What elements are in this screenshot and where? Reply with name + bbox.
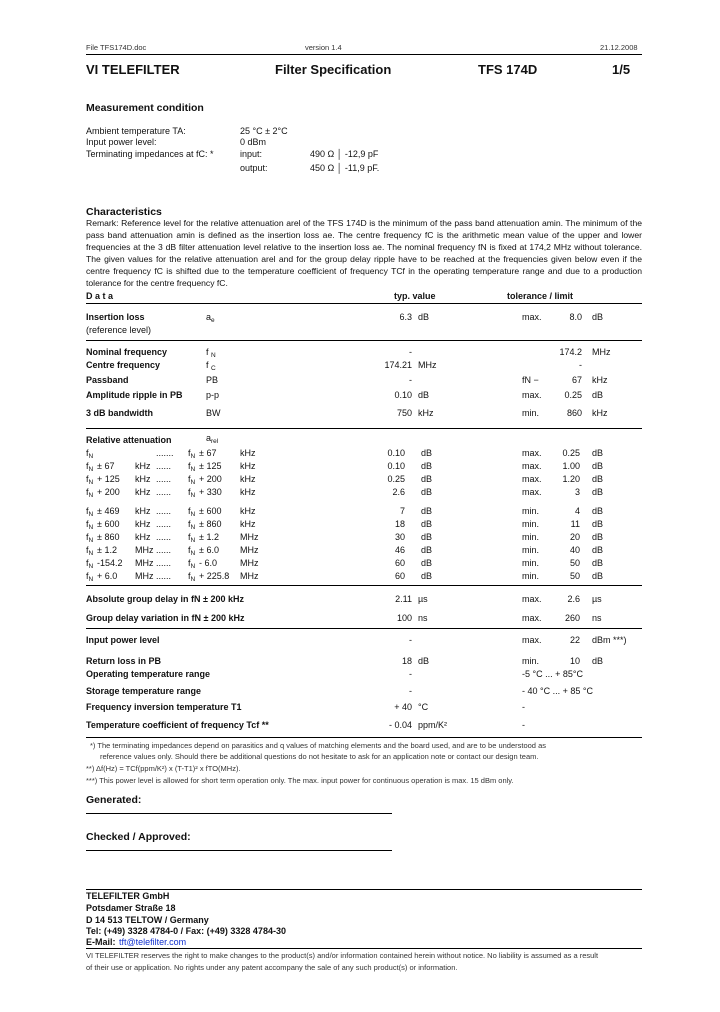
typ-unit: dB: [421, 461, 433, 471]
limit-unit: dB: [592, 558, 604, 568]
fn-subscript: N: [190, 576, 196, 583]
version: version 1.4: [305, 43, 342, 52]
company-street: Potsdamer Straße 18: [86, 903, 176, 913]
limit-value: 8.0: [569, 312, 582, 322]
row-label: 3 dB bandwidth: [86, 408, 153, 418]
limit-unit: dB: [592, 532, 604, 542]
fn-subscript: N: [88, 576, 94, 583]
typ-value: 60: [394, 558, 405, 568]
limit-value: 3: [574, 487, 580, 497]
typ-unit: ppm/K²: [418, 720, 448, 730]
range-to-unit: kHz: [240, 474, 256, 484]
typ-unit: dB: [421, 532, 433, 542]
limit-unit: ns: [592, 613, 602, 623]
typ-value: 18: [401, 656, 412, 666]
range-dots: ......: [156, 571, 172, 581]
range-to-unit: MHz: [240, 545, 259, 555]
limit-range: -5 °C ... + 85°C: [522, 669, 583, 679]
range-from: ± 600: [97, 519, 120, 529]
limit-value: 4: [574, 506, 580, 516]
typ-unit: dB: [418, 656, 430, 666]
range-dots: ......: [156, 545, 172, 555]
symbol-subscript: [211, 360, 216, 374]
company-phone: Tel: (+49) 3328 4784-0 / Fax: (+49) 3328 4784-30: [86, 926, 286, 936]
range-to: ± 125: [199, 461, 222, 471]
limit-value: 22: [569, 635, 580, 645]
footnote: *) The terminating impedances depend on parasitics and q values of matching elements and the board used, and are to be understood as: [90, 741, 546, 750]
condition-value: 25 °C ± 2°C: [240, 126, 288, 136]
page-number: 1/5: [612, 62, 631, 77]
limit-unit: dB: [592, 506, 604, 516]
range-dots: ......: [156, 532, 172, 542]
range-to-unit: kHz: [240, 506, 256, 516]
limit-unit: kHz: [592, 375, 608, 385]
limit-unit: µs: [592, 594, 602, 604]
limit-range: - 40 °C ... + 85 °C: [522, 686, 593, 696]
limit-kind: max.: [522, 312, 542, 322]
symbol-subscript: [211, 312, 215, 326]
limit-kind: max.: [522, 613, 542, 623]
fn-symbol: $f_N$: [188, 448, 196, 460]
symbol-subscript: [211, 347, 216, 361]
condition-extra: 490 Ω │ -12,9 pF: [310, 149, 379, 159]
signature-line: [86, 850, 392, 851]
fn-symbol: $f_N$: [86, 545, 94, 557]
row-label: Return loss in PB: [86, 656, 162, 666]
divider: [86, 948, 642, 949]
typ-value: 18: [394, 519, 405, 529]
fn-symbol: $f_N$: [188, 506, 196, 518]
limit-kind: max.: [522, 390, 542, 400]
fn-subscript: N: [88, 479, 94, 486]
fn-subscript: N: [190, 479, 196, 486]
row-label: Nominal frequency: [86, 347, 168, 357]
typ-unit: dB: [421, 474, 433, 484]
typ-unit: dB: [421, 545, 433, 555]
range-from-unit: kHz: [135, 519, 151, 529]
fn-subscript: N: [190, 550, 196, 557]
company-logo: VI TELEFILTER: [86, 62, 180, 77]
symbol-sub: e: [211, 317, 215, 324]
typ-unit: dB: [421, 558, 433, 568]
range-to-unit: MHz: [240, 571, 259, 581]
row-label: Insertion loss: [86, 312, 145, 322]
fn-subscript: N: [190, 537, 196, 544]
typ-unit: dB: [421, 506, 433, 516]
range-from-unit: MHz: [135, 545, 154, 555]
limit-value: 50: [569, 558, 580, 568]
divider: [86, 889, 642, 890]
limit-kind: min.: [522, 558, 540, 568]
typ-unit: kHz: [418, 408, 434, 418]
limit-kind: min.: [522, 656, 540, 666]
condition-label: Ambient temperature TA:: [86, 126, 186, 136]
limit-kind: max.: [522, 635, 542, 645]
range-dots: ......: [156, 461, 172, 471]
limit-unit: dB: [592, 461, 604, 471]
range-to: ± 6.0: [199, 545, 219, 555]
range-to: ± 600: [199, 506, 222, 516]
fn-subscript: N: [88, 537, 94, 544]
limit-kind: min.: [522, 545, 540, 555]
rel-heading: Relative attenuation: [86, 435, 172, 445]
limit-value: 67: [571, 375, 582, 385]
condition-label: Input power level:: [86, 137, 157, 147]
row-label: Centre frequency: [86, 360, 161, 370]
limit-kind: max.: [522, 474, 542, 484]
range-from-unit: kHz: [135, 487, 151, 497]
limit-value: 20: [569, 532, 580, 542]
row-label: Operating temperature range: [86, 669, 211, 679]
range-to: + 225.8: [199, 571, 230, 581]
range-to: + 200: [199, 474, 222, 484]
fn-subscript: N: [190, 511, 196, 518]
typ-value: -: [409, 347, 412, 357]
typ-value: 750: [396, 408, 412, 418]
fn-symbol: $f_N$: [86, 532, 94, 544]
range-to-unit: MHz: [240, 558, 259, 568]
limit-value: 10: [569, 656, 580, 666]
limit-kind: max.: [522, 448, 542, 458]
fn-symbol: $f_N$: [86, 506, 94, 518]
limit-kind: fN −: [522, 375, 539, 385]
limit-value: 2.6: [567, 594, 580, 604]
typ-value: 174.21: [384, 360, 412, 370]
range-from-unit: kHz: [135, 461, 151, 471]
row-symbol: p-p: [206, 390, 220, 400]
characteristics-heading: Characteristics: [86, 206, 162, 218]
limit-kind: max.: [522, 594, 542, 604]
limit-unit: dB: [592, 487, 604, 497]
limit-unit: dB: [592, 390, 604, 400]
range-to-unit: kHz: [240, 487, 256, 497]
typ-value: 100: [396, 613, 412, 623]
typ-unit: dB: [418, 390, 430, 400]
limit-value: 0.25: [562, 448, 580, 458]
range-to-unit: kHz: [240, 448, 256, 458]
divider: [86, 585, 642, 586]
limit-unit: dB: [592, 448, 604, 458]
range-from: ± 469: [97, 506, 120, 516]
row-symbol: BW: [206, 408, 221, 418]
fn-symbol: $f_N$: [86, 474, 94, 486]
typ-unit: MHz: [418, 360, 437, 370]
measurement-heading: Measurement condition: [86, 102, 204, 114]
row-label: Input power level: [86, 635, 160, 645]
range-dots: ......: [156, 506, 172, 516]
range-from-unit: kHz: [135, 532, 151, 542]
fn-subscript: N: [88, 524, 94, 531]
divider: [86, 737, 642, 738]
limit-unit: dBm ***): [592, 635, 627, 645]
condition-extra: 450 Ω │ -11,9 pF.: [310, 163, 380, 173]
condition-value: input:: [240, 149, 263, 159]
footnote: ***) This power level is allowed for short term operation only. The max. input power for continuous operation is max. 15 dBm only.: [86, 776, 514, 785]
fn-subscript: N: [88, 453, 94, 460]
fn-symbol: $f_N$: [188, 487, 196, 499]
typ-value: -: [409, 375, 412, 385]
limit-value: 1.00: [562, 461, 580, 471]
range-from: ± 1.2: [97, 545, 117, 555]
fn-subscript: N: [190, 524, 196, 531]
range-dots: ......: [156, 519, 172, 529]
condition-label: Terminating impedances at fC: *: [86, 149, 214, 159]
col-data: D a t a: [86, 291, 114, 301]
range-to: ± 1.2: [199, 532, 219, 542]
range-from: -154.2: [97, 558, 123, 568]
fn-symbol: $f_N$: [86, 558, 94, 570]
doc-title: Filter Specification: [275, 62, 392, 77]
range-to: ± 67: [199, 448, 217, 458]
fn-subscript: N: [190, 453, 196, 460]
limit-value: 0.25: [564, 390, 582, 400]
row-label: Passband: [86, 375, 129, 385]
fn-subscript: N: [88, 563, 94, 570]
limit-unit: dB: [592, 312, 604, 322]
limit-value: 40: [569, 545, 580, 555]
range-dots: ......: [156, 474, 172, 484]
typ-unit: ns: [418, 613, 428, 623]
email-link[interactable]: tft@telefilter.com: [119, 937, 187, 947]
fn-symbol: $f_N$: [86, 461, 94, 473]
fn-subscript: N: [88, 492, 94, 499]
typ-unit: dB: [421, 571, 433, 581]
limit-kind: min.: [522, 408, 540, 418]
fn-subscript: N: [190, 492, 196, 499]
fn-symbol: $f_N$: [188, 545, 196, 557]
limit-value: 1.20: [562, 474, 580, 484]
typ-value: 6.3: [399, 312, 412, 322]
typ-value: -: [409, 669, 412, 679]
row-label: Amplitude ripple in PB: [86, 390, 183, 400]
limit-unit: dB: [592, 656, 604, 666]
row-label: Temperature coefficient of frequency Tcf **: [86, 720, 269, 730]
fn-symbol: $f_N$: [86, 487, 94, 499]
part-number: TFS 174D: [478, 62, 538, 77]
fn-symbol: $f_N$: [188, 532, 196, 544]
row-label: Group delay variation in fN ± 200 kHz: [86, 613, 245, 623]
typ-unit: dB: [418, 312, 430, 322]
limit-kind: max.: [522, 487, 542, 497]
email-label: E-Mail:: [86, 937, 116, 947]
fn-symbol: $f_N$: [86, 448, 94, 460]
limit-kind: min.: [522, 519, 540, 529]
limit-value: 260: [564, 613, 580, 623]
typ-unit: dB: [421, 448, 433, 458]
fn-symbol: $f_N$: [86, 571, 94, 583]
divider: [86, 340, 642, 341]
footnote: reference values only. Should there be additional questions do not hesitate to ask for an application note or contact our design team.: [100, 752, 539, 761]
limit-unit: dB: [592, 545, 604, 555]
limit-unit: kHz: [592, 408, 608, 418]
fn-symbol: $f_N$: [188, 571, 196, 583]
typ-value: 7: [399, 506, 405, 516]
limit-kind: min.: [522, 532, 540, 542]
range-from-unit: kHz: [135, 474, 151, 484]
condition-value: output:: [240, 163, 268, 173]
divider: [86, 428, 642, 429]
typ-value: 0.10: [387, 448, 405, 458]
limit-range: -: [522, 720, 525, 730]
fn-symbol: $f_N$: [86, 519, 94, 531]
typ-value: 0.10: [387, 461, 405, 471]
range-dots: .......: [156, 448, 174, 458]
company-name: TELEFILTER GmbH: [86, 891, 170, 901]
range-to-unit: kHz: [240, 461, 256, 471]
col-typ: typ. value: [394, 291, 436, 301]
typ-unit: dB: [421, 487, 433, 497]
limit-unit: dB: [592, 474, 604, 484]
limit-value: 174.2: [559, 347, 582, 357]
row-label: Storage temperature range: [86, 686, 202, 696]
range-from-unit: MHz: [135, 571, 154, 581]
range-to: + 330: [199, 487, 222, 497]
divider: [86, 628, 642, 629]
row-symbol: a: [206, 312, 212, 322]
typ-value: 2.6: [392, 487, 405, 497]
fn-symbol: $f_N$: [188, 519, 196, 531]
range-from: + 125: [97, 474, 120, 484]
fn-symbol: $f_N$: [188, 474, 196, 486]
disclaimer-line: VI TELEFILTER reserves the right to make changes to the product(s) and/or information contained herein without notice. No liability is assumed as a result: [86, 951, 599, 960]
condition-value: 0 dBm: [240, 137, 267, 147]
typ-value: - 0.04: [388, 720, 412, 730]
typ-value: 2.11: [395, 594, 412, 604]
row-symbol: f: [206, 360, 209, 370]
range-to: - 6.0: [199, 558, 218, 568]
typ-unit: µs: [418, 594, 428, 604]
fn-subscript: N: [190, 563, 196, 570]
typ-value: 46: [394, 545, 405, 555]
symbol-sub: N: [211, 352, 216, 359]
fn-subscript: N: [190, 466, 196, 473]
disclaimer-line: of their use or application. No rights under any patent accompany the sale of any such product(s) or information.: [86, 963, 458, 972]
col-tolerance: tolerance / limit: [507, 291, 574, 301]
rel-sub: rel: [211, 438, 219, 445]
limit-value: 860: [566, 408, 582, 418]
range-from: + 6.0: [97, 571, 118, 581]
checked-label: Checked / Approved:: [86, 831, 191, 843]
limit-unit: dB: [592, 519, 604, 529]
range-dots: ......: [156, 487, 172, 497]
range-from: ± 860: [97, 532, 120, 542]
divider: [86, 303, 642, 304]
date: 21.12.2008: [600, 43, 638, 52]
footnote: **) Δf(Hz) = TCf(ppm/K²) x (T-T1)² x fTO(MHz).: [86, 764, 241, 773]
typ-value: 30: [394, 532, 405, 542]
limit-value: 50: [569, 571, 580, 581]
range-to-unit: kHz: [240, 519, 256, 529]
limit-unit: MHz: [592, 347, 611, 357]
typ-unit: dB: [421, 519, 433, 529]
limit-value: 11: [570, 519, 580, 529]
range-to: ± 860: [199, 519, 222, 529]
typ-value: -: [409, 686, 412, 696]
symbol-sub: C: [211, 365, 216, 372]
range-from: + 200: [97, 487, 120, 497]
rel-subscript: [211, 433, 218, 447]
range-from-unit: kHz: [135, 506, 151, 516]
row-symbol: f: [206, 347, 209, 357]
limit-kind: max.: [522, 461, 542, 471]
remark-paragraph: Remark: Reference level for the relative attenuation arel of the TFS 174D is the minimum of the pass band attenuation amin. The minimum of the pass band attenuation amin is defined as the insertion loss ae. The centre frequency fC is the arithmetic mean value of the upper and lower frequencies at the 3 dB filter attenuation level relative to the insertion loss ae. The nominal frequency fN is fixed at 174,2 MHz without tolerance. The given values for the relative attenuation arel and for the group delay ripple have to be reached at the frequencies given below even if the centre frequency fC is shifted due to the temperature coefficient of frequency TCf in the operating temperature range and due to a production tolerance for the centre frequency fC.: [86, 218, 642, 288]
range-dots: ......: [156, 558, 172, 568]
company-city: D 14 513 TELTOW / Germany: [86, 915, 209, 925]
row-label: Absolute group delay in fN ± 200 kHz: [86, 594, 244, 604]
limit-unit: dB: [592, 571, 604, 581]
rel-symbol: a: [206, 433, 212, 443]
typ-value: 0.10: [394, 390, 412, 400]
limit-range: -: [522, 702, 525, 712]
fn-symbol: $f_N$: [188, 461, 196, 473]
typ-value: + 40: [394, 702, 412, 712]
fn-symbol: $f_N$: [188, 558, 196, 570]
fn-subscript: N: [88, 511, 94, 518]
typ-value: 0.25: [387, 474, 405, 484]
divider: [86, 54, 642, 55]
row-label: Frequency inversion temperature T1: [86, 702, 242, 712]
range-from: ± 67: [97, 461, 115, 471]
limit-kind: min.: [522, 571, 540, 581]
fn-subscript: N: [88, 550, 94, 557]
limit-value: -: [579, 360, 582, 370]
file-name: File TFS174D.doc: [86, 43, 147, 52]
range-from-unit: MHz: [135, 558, 154, 568]
signature-line: [86, 813, 392, 814]
typ-unit: °C: [418, 702, 429, 712]
typ-value: 60: [394, 571, 405, 581]
generated-label: Generated:: [86, 794, 142, 806]
row-symbol: PB: [206, 375, 219, 385]
fn-subscript: N: [88, 466, 94, 473]
range-to-unit: MHz: [240, 532, 259, 542]
limit-kind: min.: [522, 506, 540, 516]
typ-value: -: [409, 635, 412, 645]
row-label: (reference level): [86, 325, 152, 335]
